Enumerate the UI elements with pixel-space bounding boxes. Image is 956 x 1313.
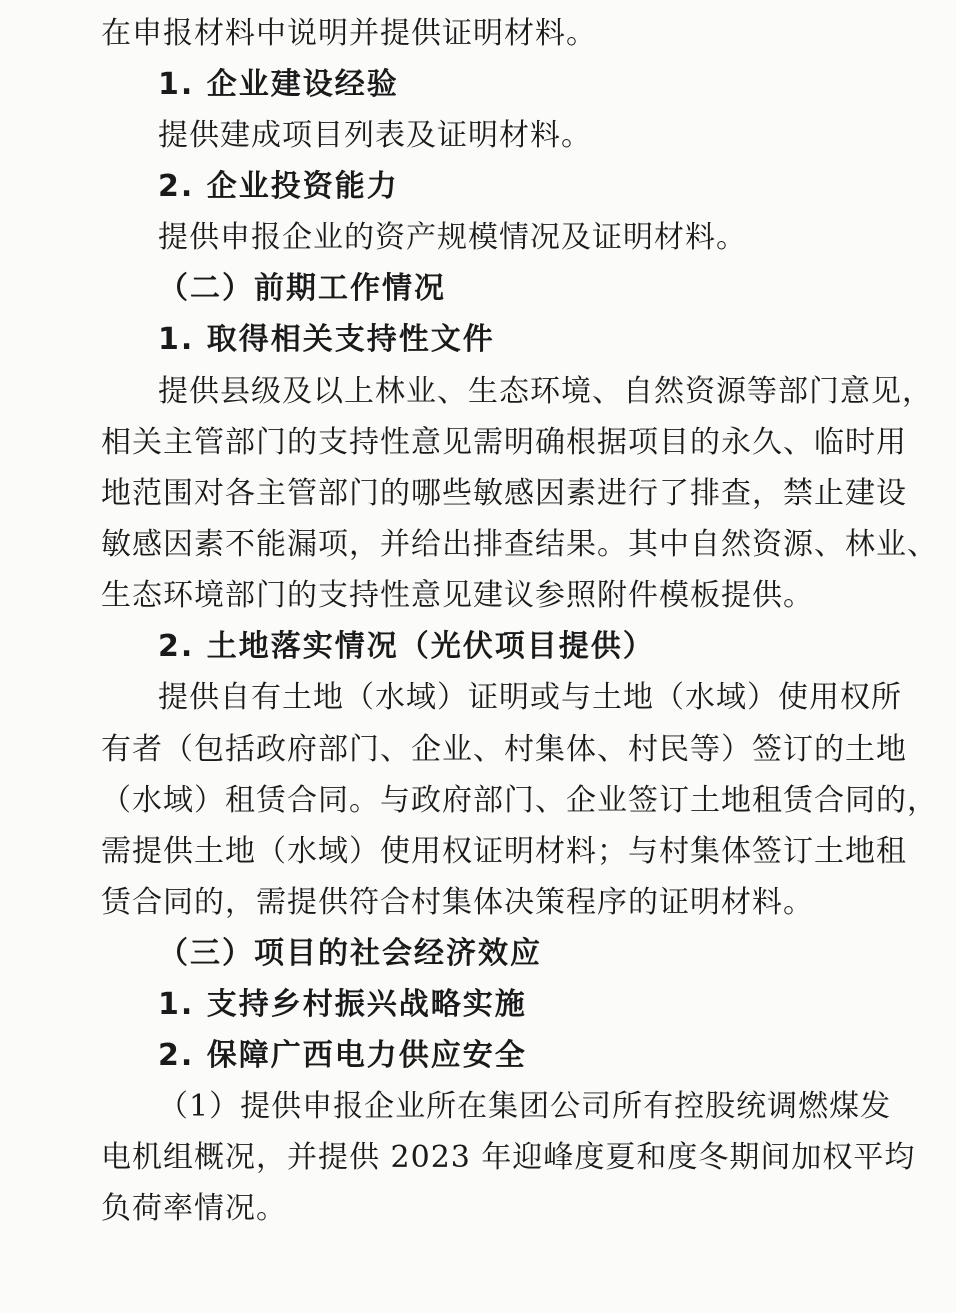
paragraph-line: 敏感因素不能漏项，并给出排查结果。其中自然资源、林业、 [101,527,938,562]
paragraph-line: 负荷率情况。 [101,1191,287,1226]
paragraph-line: 提供自有土地（水域）证明或与土地（水域）使用权所 [158,680,902,715]
paragraph-line: 提供申报企业的资产规模情况及证明材料。 [158,220,747,255]
paragraph-line: 需提供土地（水域）使用权证明材料；与村集体签订土地租 [101,834,907,869]
subheading-power-supply-security: 2. 保障广西电力供应安全 [158,1038,527,1073]
subheading-investment-capacity: 2. 企业投资能力 [158,169,399,204]
paragraph-line: （1）提供申报企业所在集团公司所有控股统调燃煤发 [158,1089,892,1124]
paragraph-line: 提供建成项目列表及证明材料。 [158,118,592,153]
paragraph-line: 在申报材料中说明并提供证明材料。 [101,16,597,51]
subheading-land-implementation: 2. 土地落实情况（光伏项目提供） [158,629,655,664]
paragraph-line: 赁合同的，需提供符合村集体决策程序的证明材料。 [101,885,814,920]
subheading-enterprise-experience: 1. 企业建设经验 [158,67,399,102]
paragraph-line: 地范围对各主管部门的哪些敏感因素进行了排查，禁止建设 [101,476,907,511]
section-heading-preliminary-work: （二）前期工作情况 [158,271,446,306]
paragraph-line: 电机组概况，并提供 2023 年迎峰度夏和度冬期间加权平均 [101,1140,916,1175]
paragraph-line: 生态环境部门的支持性意见建议参照附件模板提供。 [101,578,814,613]
subheading-supporting-documents: 1. 取得相关支持性文件 [158,322,495,357]
paragraph-line: 有者（包括政府部门、企业、村集体、村民等）签订的土地 [101,732,907,767]
section-heading-socioeconomic-effects: （三）项目的社会经济效应 [158,936,542,971]
paragraph-line: 相关主管部门的支持性意见需明确根据项目的永久、临时用 [101,425,907,460]
paragraph-line: （水域）租赁合同。与政府部门、企业签订土地租赁合同的， [101,783,938,818]
paragraph-line: 提供县级及以上林业、生态环境、自然资源等部门意见， [158,374,933,409]
subheading-rural-revitalization: 1. 支持乡村振兴战略实施 [158,987,527,1022]
